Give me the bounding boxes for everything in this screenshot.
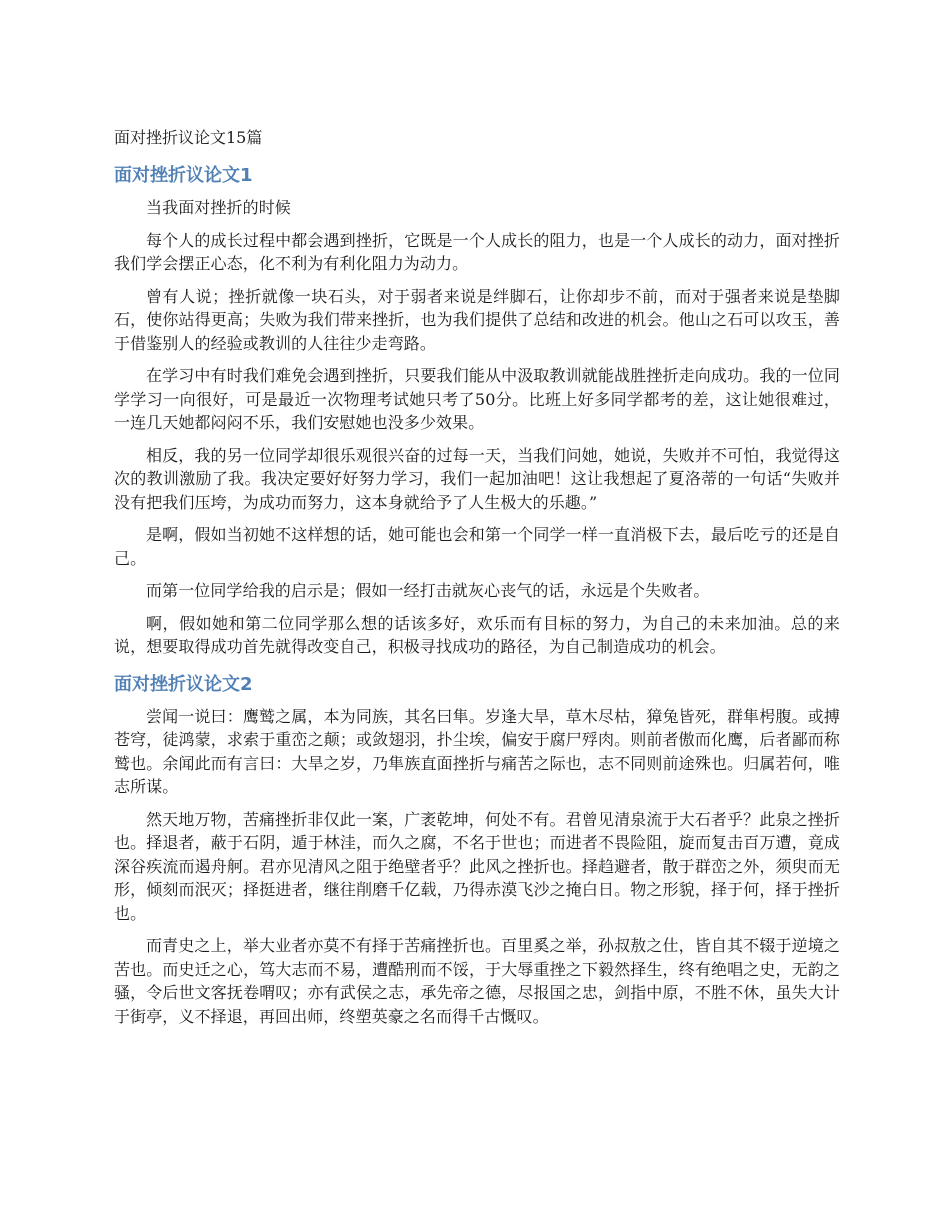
paragraph: 当我面对挫折的时候 (146, 198, 291, 217)
paragraph: 是啊，假如当初她不这样想的话，她可能也会和第一个同学一样一直消极下去，最后吃亏的还是自己。 (114, 525, 840, 568)
paragraph: 然天地万物，苦痛挫折非仅此一案，广袤乾坤，何处不有。君曾见清泉流于大石者乎？此泉之挫折也。择退者，蔽于石阴，遁于林洼，而久之腐，不名于世也；而进者不畏险阻，旋而复击百万遭，竟成深谷疾流而遏舟舸。君亦见清风之阻于绝壁者乎？此风之挫折也。择趋避者，散于群峦之外，须臾而无形，倾刻而泯灭；择挺进者，继往削磨千亿载，乃得赤漠飞沙之掩白日。物之形貌，择于何，择于挫折也。 (114, 809, 840, 923)
paragraph: 在学习中有时我们难免会遇到挫折，只要我们能从中汲取教训就能战胜挫折走向成功。我的一位同学学习一向很好，可是最近一次物理考试她只考了50分。比班上好多同学都考的差，这让她很难过，一连几天她都闷闷不乐，我们安慰她也没多少效果。 (114, 366, 840, 432)
section-heading: 面对挫折议论文2 (114, 673, 253, 695)
paragraph: 曾有人说；挫折就像一块石头，对于弱者来说是绊脚石，让你却步不前，而对于强者来说是垫脚石，使你站得更高；失败为我们带来挫折，也为我们提供了总结和改进的机会。他山之石可以攻玉，善于借鉴别人的经验或教训的人往往少走弯路。 (114, 286, 840, 353)
paragraph: 而青史之上，举大业者亦莫不有择于苦痛挫折也。百里奚之举，孙叔敖之仕，皆自其不辍于逆境之苦也。而史迁之心，笃大志而不易，遭酷刑而不馁，于大辱重挫之下毅然择生，终有绝唱之史，无韵之骚，令后世文客抚卷喟叹；亦有武侯之志，承先帝之德，尽报国之忠，剑指中原，不胜不休，虽失大计于街亭，义不择退，再回出师，终塑英豪之名而得千古慨叹。 (114, 936, 840, 1026)
paragraph: 每个人的成长过程中都会遇到挫折，它既是一个人成长的阻力，也是一个人成长的动力，面对挫折我们学会摆正心态，化不利为有利化阻力为动力。 (114, 230, 840, 273)
section-heading: 面对挫折议论文1 (114, 165, 253, 186)
paragraph: 尝闻一说曰：鹰鹫之属，本为同族，其名曰隼。岁逢大旱，草木尽枯，獐兔皆死，群隼枵腹。或搏苍穹，徒鸿蒙，求索于重峦之颠；或敛翅羽，扑尘埃，偏安于腐尸殍肉。则前者傲而化鹰，后者鄙而称鹫也。余闻此而有言曰：大旱之岁，乃隼族直面挫折与痛苦之际也，志不同则前途殊也。归属若何，唯志所谋。 (114, 706, 840, 796)
paragraph: 啊，假如她和第二位同学那么想的话该多好，欢乐而有目标的努力，为自己的未来加油。总的来说，想要取得成功首先就得改变自己，积极寻找成功的路径，为自己制造成功的机会。 (114, 613, 840, 656)
document-page (114, 126, 840, 1037)
document-title: 面对挫折议论文15篇 (114, 128, 263, 147)
paragraph: 相反，我的另一位同学却很乐观很兴奋的过每一天，当我们问她，她说，失败并不可怕，我觉得这次的教训激励了我。我决定要好好努力学习，我们一起加油吧！这让我想起了夏洛蒂的一句话“失败并没有把我们压垮，为成功而努力，这本身就给予了人生极大的乐趣。” (114, 445, 840, 512)
paragraph: 而第一位同学给我的启示是；假如一经打击就灰心丧气的话，永远是个失败者。 (146, 581, 710, 600)
